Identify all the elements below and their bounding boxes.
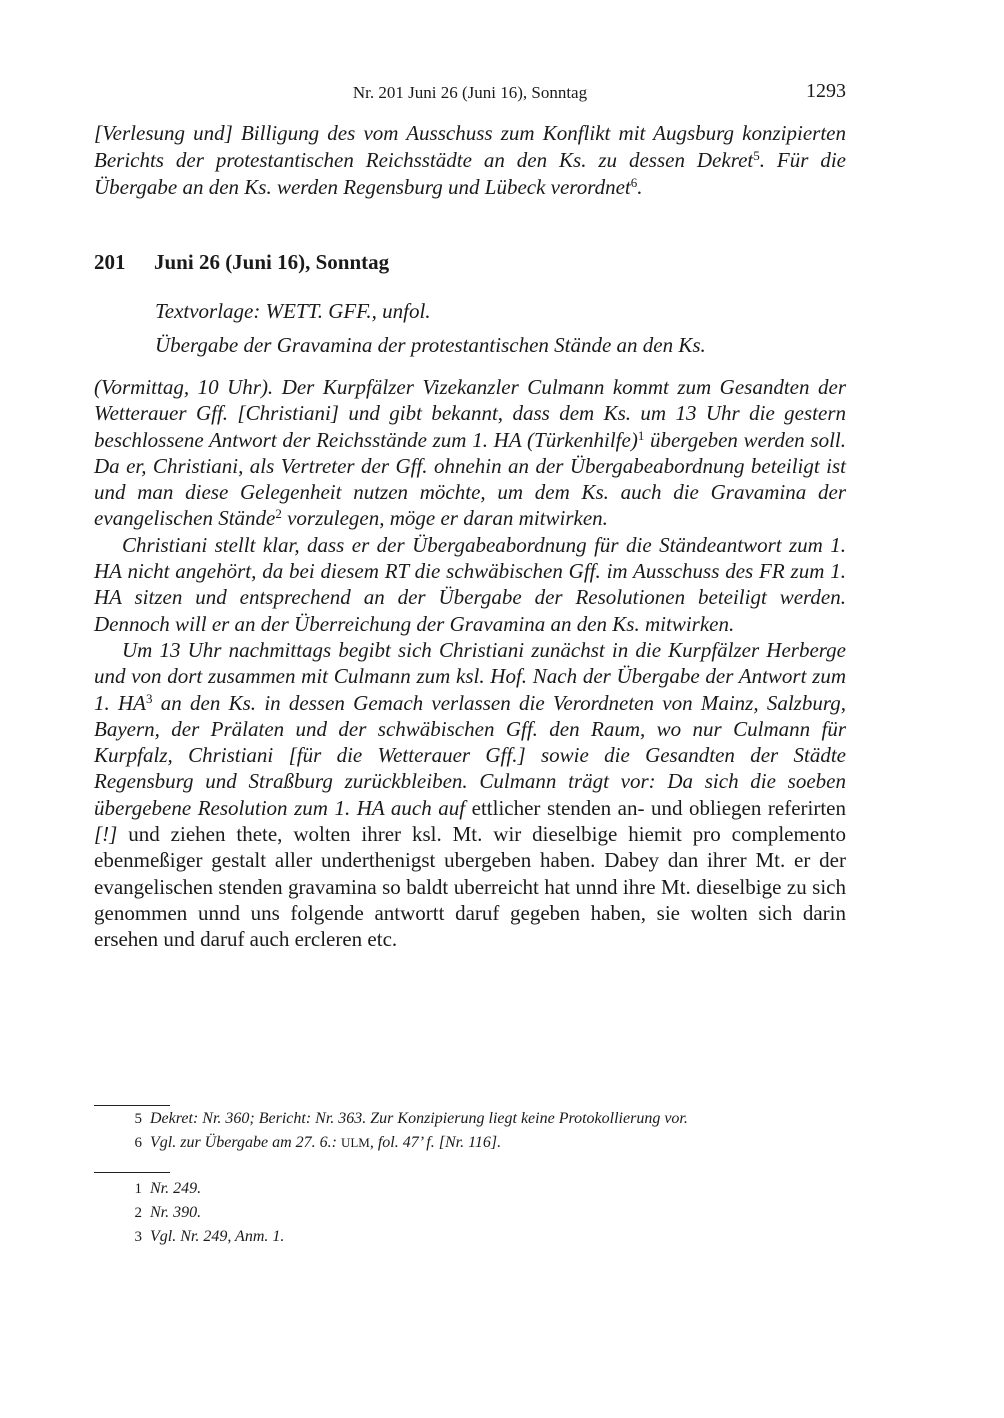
footnote-number: 5 [134, 1111, 142, 1127]
page-number: 1293 [806, 80, 846, 102]
footnote-rule-previous [94, 1105, 170, 1106]
footnote-3 [94, 1228, 846, 1252]
footnote-number: 2 [134, 1205, 142, 1221]
footnote-number: 6 [134, 1135, 142, 1151]
footnote-rule-current [94, 1172, 170, 1173]
p1-text-c: vorzulegen, möge er daran mitwirken. [281, 506, 608, 531]
sic-marker: [!] [94, 822, 118, 847]
footnotes-previous-entry [94, 1110, 846, 1158]
footnote-2 [94, 1204, 846, 1228]
p1-text-a: (Vormittag, 10 Uhr). Der Kurpfälzer Vizekanzler Culmann kommt zum Gesandten der Wetterauer Gff. [Christiani] und gibt bekannt, dass dem Ks. um 13 Uhr die gestern beschlossene Antwort der Reichsstände zum 1. HA (Türkenhilfe) [94, 375, 846, 452]
intro-text-a: [Verlesung und] Billigung des vom Ausschuss zum Konflikt mit Augsburg konzipierten Berichts der protestantischen Reichsstädte an den Ks. zu dessen Dekret [94, 121, 846, 172]
source-line: Textvorlage: WETT. GFF., unfol. [155, 299, 431, 323]
footnote-text: Vgl. Nr. 249, Anm. 1. [150, 1228, 285, 1245]
page-header [94, 80, 846, 108]
intro-text-b: . Für die Übergabe an den Ks. werden Regensburg und Lübeck verordnet [94, 148, 847, 199]
body-paragraph-1 [94, 374, 846, 532]
subject-line: Übergabe der Gravamina der protestantischen Stände an den Ks. [155, 333, 706, 357]
footnote-text: Nr. 390. [150, 1204, 202, 1221]
quoted-source-text-a: ettlicher stenden an- und obliegen referirten [465, 795, 846, 820]
entry-title: Juni 26 (Juni 16), Sonntag [154, 250, 390, 274]
footnote-1 [94, 1180, 846, 1204]
footnote-ref-6[interactable]: 6 [630, 175, 638, 190]
previous-entry-summary [94, 120, 846, 201]
p3-text-b: an den Ks. in dessen Gemach verlassen die Verordneten von Mainz, Salzburg, Bayern, der Prälaten und der schwäbischen Gff. den Raum, wo nur Culmann für Kurpfalz, Christiani [für die Wetterauer Gff.] sowie die Gesandten der Städte Regensburg und Straßburg zurückbleiben. Culmann trägt vor: Da sich die soeben übergebene Resolution zum 1. HA auch auf [94, 690, 846, 820]
footnote-text: Dekret: Nr. 360; Bericht: Nr. 363. Zur Konzipierung liegt keine Protokollierung vor. [150, 1110, 688, 1127]
footnote-ref-1[interactable]: 1 [637, 427, 645, 443]
footnote-number: 1 [134, 1181, 142, 1197]
entry-number: 201 [94, 250, 126, 274]
footnote-ref-5[interactable]: 5 [753, 148, 760, 163]
entry-heading [94, 250, 846, 275]
footnote-text: Nr. 249. [150, 1180, 202, 1197]
footnote-ref-2[interactable]: 2 [275, 506, 282, 522]
entry-metadata [155, 294, 845, 362]
running-head: Nr. 201 Juni 26 (Juni 16), Sonntag [352, 83, 588, 102]
intro-text-c: . [637, 175, 643, 199]
footnote-5 [94, 1110, 846, 1134]
footnote-ref-3[interactable]: 3 [146, 690, 153, 706]
p3-text-a: Um 13 Uhr nachmittags begibt sich Christiani zunächst in die Kurpfälzer Herberge und von dort zusammen mit Culmann zum ksl. Hof. Nach der Übergabe der Antwort zum 1. HA [94, 637, 846, 715]
body-paragraph-3 [94, 637, 846, 953]
footnote-number: 3 [134, 1229, 142, 1245]
footnotes-current-entry [94, 1180, 846, 1252]
entry-body [94, 374, 846, 953]
footnote-6 [94, 1134, 846, 1158]
body-paragraph-2: Christiani stellt klar, dass er der Übergabeabordnung für die Ständeantwort zum 1. HA nicht angehört, da bei diesem RT die schwäbischen Gff. im Ausschuss des FR zum 1. HA sitzen und entsprechend an der Übergabe der Resolutionen beteiligt werden. Dennoch will er an der Überreichung der Gravamina an den Ks. mitwirken. [94, 532, 846, 636]
p1-text-b: übergeben werden soll. Da er, Christiani, als Vertreter der Gff. ohnehin an der Übergabeabordnung beteiligt ist und man diese Gelegenheit nutzen möchte, um dem Ks. auch die Gravamina der evangelischen Stände [94, 427, 846, 531]
footnote-text: Vgl. zur Übergabe am 27. 6.: ULM, fol. 47’ f. [Nr. 116]. [150, 1134, 502, 1151]
quoted-source-text-b: und ziehen thete, wolten ihrer ksl. Mt. wir dieselbige hiemit pro complemento ebenmeßiger gestalt aller underthenigst ubergeben haben. Dabey dan ihrer Mt. er der evangelischen stenden gravamina so baldt uberreicht hat unnd ihre Mt. dieselbige zu sich genommen unnd uns folgende antwortt daruf gegeben haben, sie wolten sich darin ersehen und daruf auch ercleren etc. [94, 822, 846, 952]
